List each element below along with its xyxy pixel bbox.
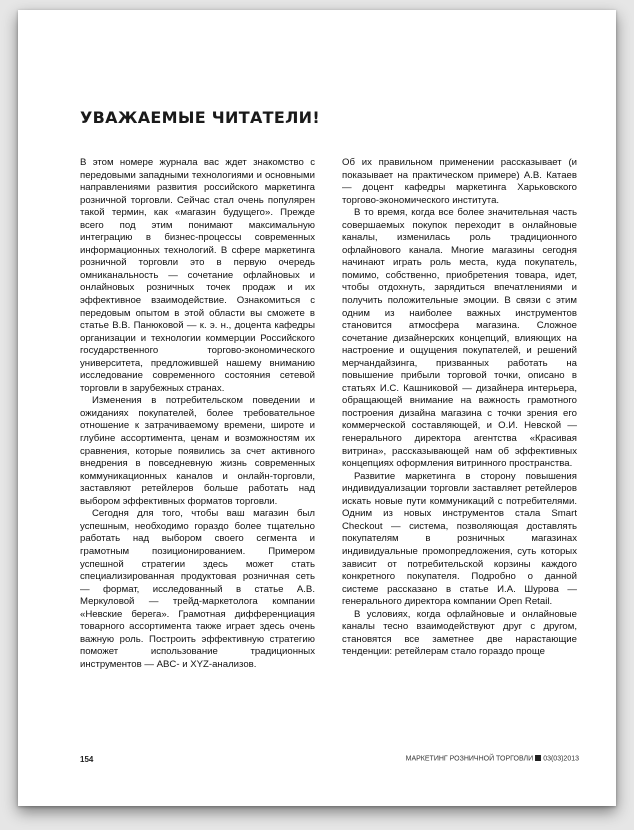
running-footer	[406, 755, 579, 763]
page-number: 154	[80, 755, 94, 764]
issue-number: 03(03)2013	[543, 755, 579, 763]
paragraph: В то время, когда все более значительная часть совершаемых покупок переходит в онлайновые каналы, изменилась роль традиционного офлайнового канала. Многие магазины сегодня начинают играть роль места, куда покупатель, помимо, собственно, приобретения товара, идет, чтобы отдохнуть, зарядиться впечатлениями и получить положительные эмоции. В связи с этим одним из наиболее важных инструментов становится атмосфера магазина. Сложное сочетание дизайнерских концепций, влияющих на настроение и ощущения покупателей, и решений мерчандайзинга, призванных работать на повышение прибыли торговой точки, описано в статьях И.С. Кашниковой — дизайнера интерьера, обращающей внимание на важность грамотного построения дизайна магазина с точки зрения его коммерческой составляющей, и О.И. Невской — генерального директора агентства «Красивая витрина», рассказывающей нам об эффективных концепциях оформления витринного пространства.	[342, 207, 577, 470]
journal-name: МАРКЕТИНГ РОЗНИЧНОЙ ТОРГОВЛИ	[405, 755, 534, 763]
paragraph: Изменения в потребительском поведении и ожиданиях покупателей, более требовательное отношение к затрачиваемому времени, широте и глубине ассортимента, ценам и возможностям их сравнения, которые появились за счет активного внедрения в повседневную жизнь современных коммуникационных каналов и онлайн-торговли, заставляют ретейлеров больше работать над выбором эффективных форматов торговли.	[80, 395, 315, 507]
square-separator-icon	[535, 755, 541, 761]
paragraph: В этом номере журнала вас ждет знакомство с передовыми западными технологиями и основными направлениями развития российского маркетинга розничной торговли. Сейчас стал очень популярен такой термин, как «магазин будущего». Прежде всего под этим понимают максимальную интеграцию в бизнес-процессы современных информационных технологий. В сфере маркетинга розничной торговли это в первую очередь омниканальность — сочетание офлайновых и онлайновых розничных точек продаж и их эффективное взаимодействие. Ознакомиться с передовым опытом в этой области вы сможете в статье В.В. Панюковой — к. э. н., доцента кафедры организации и технологии коммерции Российского государственного торгово-экономического университета, предложившей нашему вниманию исследование современного состояния сетевой торговли в зарубежных странах.	[80, 157, 315, 394]
text-column-left	[80, 157, 315, 671]
paragraph: Сегодня для того, чтобы ваш магазин был успешным, необходимо гораздо более тщательно работать над выбором своего сегмента и грамотным позиционированием. Примером успешной стратегии здесь может стать специализированная продуктовая розничная сеть — формат, исследованный в статье А.В. Меркуловой — трейд-маркетолога компании «Невские берега». Грамотная дифференциация товарного ассортимента также играет здесь очень важную роль. Построить эффективную стратегию поможет использование традиционных инструментов — ABC- и XYZ-анализов.	[80, 508, 315, 670]
paragraph: Развитие маркетинга в сторону повышения индивидуализации торговли заставляет ретейлеров искать новые пути коммуникаций с потребителями. Одним из новых инструментов стала Smart Checkout — система, позволяющая доставлять покупателям в розничных магазинах индивидуальные промопредложения, суть которых зависит от потребительской корзины каждого конкретного покупателя. Подробно о данной системе рассказано в статье И.А. Шурова — генерального директора компании Open Retail.	[342, 470, 577, 608]
paragraph: В условиях, когда офлайновые и онлайновые каналы тесно взаимодействуют друг с другом, становятся все заметнее две нарастающие тенденции: ретейлерам стало гораздо проще	[342, 608, 577, 658]
magazine-page	[18, 10, 616, 806]
page-title: УВАЖАЕМЫЕ ЧИТАТЕЛИ!	[80, 108, 320, 127]
text-column-right	[342, 157, 577, 659]
paragraph: Об их правильном применении рассказывает (и показывает на практическом примере) А.В. Катаев — доцент кафедры маркетинга Харьковского торгово-экономического института.	[342, 157, 577, 206]
